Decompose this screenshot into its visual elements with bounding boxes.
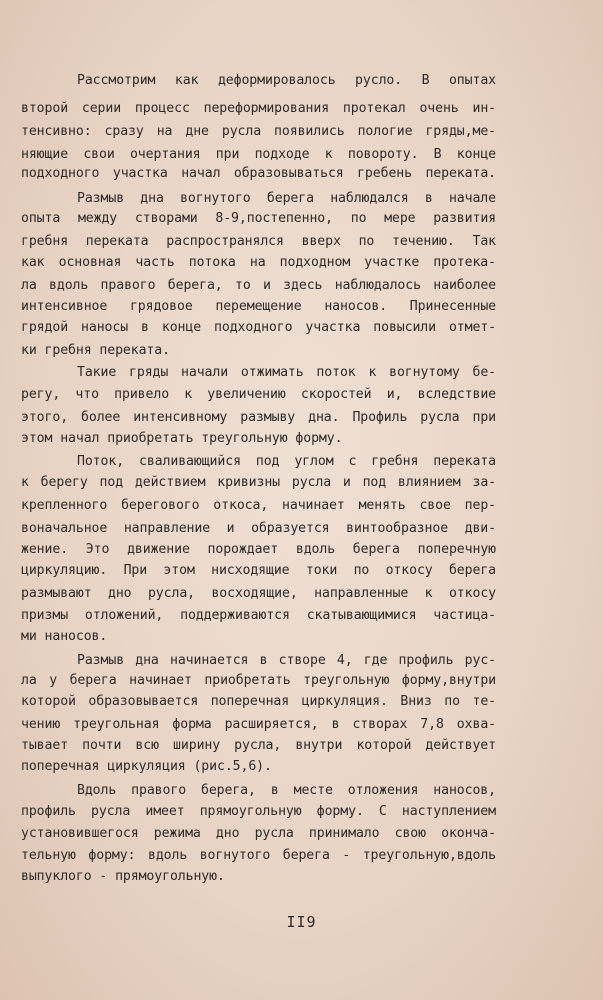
text-line: установившегося режима дно русла принимало свою оконча- bbox=[21, 826, 496, 841]
text-line: этом начал приобретать треугольную форму. bbox=[21, 431, 343, 446]
text-line: регу, что привело к увеличению скоростей и, вследствие bbox=[21, 387, 496, 402]
text-line: ки гребня переката. bbox=[21, 343, 170, 358]
text-line: няющие свои очертания при подходе к повороту. В конце bbox=[21, 147, 496, 162]
text-line: гребня переката распространялся вверх по течению. Так bbox=[21, 234, 496, 249]
text-line: ми наносов. bbox=[21, 629, 108, 644]
text-line: тывает почти всю ширину русла, внутри которой действует bbox=[21, 738, 496, 753]
text-line: опыта между створами 8-9,постепенно, по мере развития bbox=[21, 211, 496, 226]
text-line: грядой наносы в конце подходного участка повысили отмет- bbox=[21, 320, 496, 335]
text-line: призмы отложений, поддерживаются скатывающимися частица- bbox=[21, 608, 496, 623]
text-line: этого, более интенсивному размыву дна. Профиль русла при bbox=[21, 410, 496, 425]
text-line: тенсивно: сразу на дне русла появились пологие гряды,ме- bbox=[21, 124, 496, 139]
text-line: ла вдоль правого берега, то и здесь наблюдалось наиболее bbox=[21, 278, 496, 293]
text-line: подходного участка начал образовываться гребень переката. bbox=[21, 166, 496, 181]
text-line: крепленного берегового откоса, начинает менять свое пер- bbox=[21, 498, 496, 513]
text-line: циркуляцию. При этом нисходящие токи по откосу берега bbox=[21, 563, 496, 578]
text-line: которой образовывается поперечная циркуляция. Вниз по те- bbox=[21, 694, 496, 709]
text-line: жение. Это движение порождает вдоль берега поперечную bbox=[21, 542, 496, 557]
text-line: к берегу под действием кривизны русла и под влиянием за- bbox=[21, 475, 496, 490]
text-line: интенсивное грядовое перемещение наносов. Принесенные bbox=[21, 299, 496, 314]
text-line: ла у берега начинает приобретать треугольную форму,внутри bbox=[21, 673, 496, 688]
text-line: Размыв дна вогнутого берега наблюдался в начале bbox=[77, 191, 496, 206]
text-line: Вдоль правого берега, в месте отложения наносов, bbox=[77, 783, 496, 798]
text-line: как основная часть потока на подходном участке протека- bbox=[21, 255, 496, 270]
text-line: поперечная циркуляция (рис.5,6). bbox=[21, 759, 272, 774]
text-line: Размыв дна начинается в створе 4, где профиль рус- bbox=[77, 653, 496, 668]
text-line: второй серии процесс переформирования протекал очень ин- bbox=[21, 101, 496, 116]
text-line: Рассмотрим как деформировалось русло. В опытах bbox=[77, 73, 496, 88]
page-number: II9 bbox=[286, 913, 317, 931]
text-line: выпуклого - прямоугольную. bbox=[21, 869, 225, 884]
text-line: профиль русла имеет прямоугольную форму. С наступлением bbox=[21, 804, 496, 819]
text-line: воначальное направление и образуется винтообразное дви- bbox=[21, 521, 496, 536]
text-line: Поток, сваливающийся под углом с гребня переката bbox=[77, 454, 496, 469]
text-line: Такие гряды начали отжимать поток к вогнутому бе- bbox=[77, 365, 496, 380]
text-line: чению треугольная форма расширяется, в створах 7,8 охва- bbox=[21, 717, 496, 732]
text-line: размывают дно русла, восходящие, направленные к откосу bbox=[21, 586, 496, 601]
text-line: тельную форму: вдоль вогнутого берега - треугольную,вдоль bbox=[21, 848, 496, 863]
